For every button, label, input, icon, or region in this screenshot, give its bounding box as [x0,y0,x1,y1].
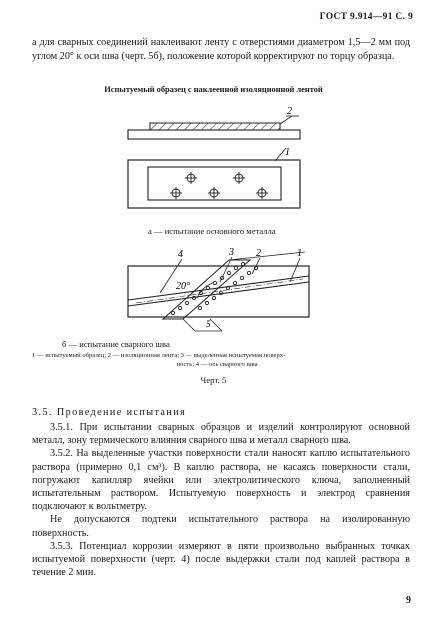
weld-seam-right [128,282,309,306]
angle-label: 20° [176,281,190,292]
dimension-label: 5 [206,319,211,329]
caption-b: б — испытание сварного шва [62,339,170,349]
hole-markers [170,172,268,199]
section-body [32,421,410,579]
callout-1-a: 1 [285,147,290,158]
caption-a: а — испытание основного металла [148,226,276,236]
tape-top-view [148,167,281,200]
intro-paragraph [32,36,410,63]
extension-line-b [229,252,305,260]
callout-2-a: 2 [287,106,292,117]
paragraph: 3.5.3. Потенциал коррозии измеряют в пяти произвольно выбранных точках испытуемой поверхности (черт. 4) после выдержки стали под каплей раствора в течение 2 мин. [32,540,410,579]
tape-side-view [150,123,280,130]
legend-line: 1 — испытуемый образец; 2 — изоляционная лента; 3 — выделенная испытуемая поверх- [32,352,286,359]
plate-side-view [128,130,300,139]
paragraph: 3.5.2. На выделенные участки поверхности стали наносят каплю испытательного раствора (примерно 0,1 см³). В каплю раствора, не касаясь поверхности стали, погружают капилляр ячейки или электролитического ключа, заполненный испытательным раствором. Испытуемую поверхность и электрод сравнения подключают к вольтметру. [32,448,410,513]
weld-specimen-plate [128,266,309,317]
section-title: 3.5. Проведение испытания [32,407,187,418]
figure-title: Испытуемый образец с наклеенной изоляционной лентой [104,85,323,94]
paragraph: 3.5.1. При испытании сварных образцов и изделий контролируют основной металл, зону термического влияния сварного шва и металл сварного шва. [32,422,410,447]
figure-drawing [0,96,427,351]
callout-3-b: 3 [229,247,234,258]
callout-2-b: 2 [256,248,261,259]
legend-line: ность; 4 — ось сварного шва [176,361,258,368]
page-number: 9 [406,595,411,606]
figure-label: Черт. 5 [200,375,227,385]
figure-legend [32,351,402,369]
leader-line-2a [280,116,292,124]
paragraph: Не допускаются подтеки испытательного раствора на изолированную поверхность. [32,514,410,539]
callout-4-b: 4 [178,249,183,260]
callout-1-b: 1 [297,248,302,259]
document-header: ГОСТ 9.914—91 С. 9 [319,12,413,22]
intro-text: а для сварных соединений наклеивают ленту с отверстиями диаметром 1,5—2 мм под углом 20° к оси шва (черт. 5б), положение которой корректируют по торцу образца. [32,37,410,62]
